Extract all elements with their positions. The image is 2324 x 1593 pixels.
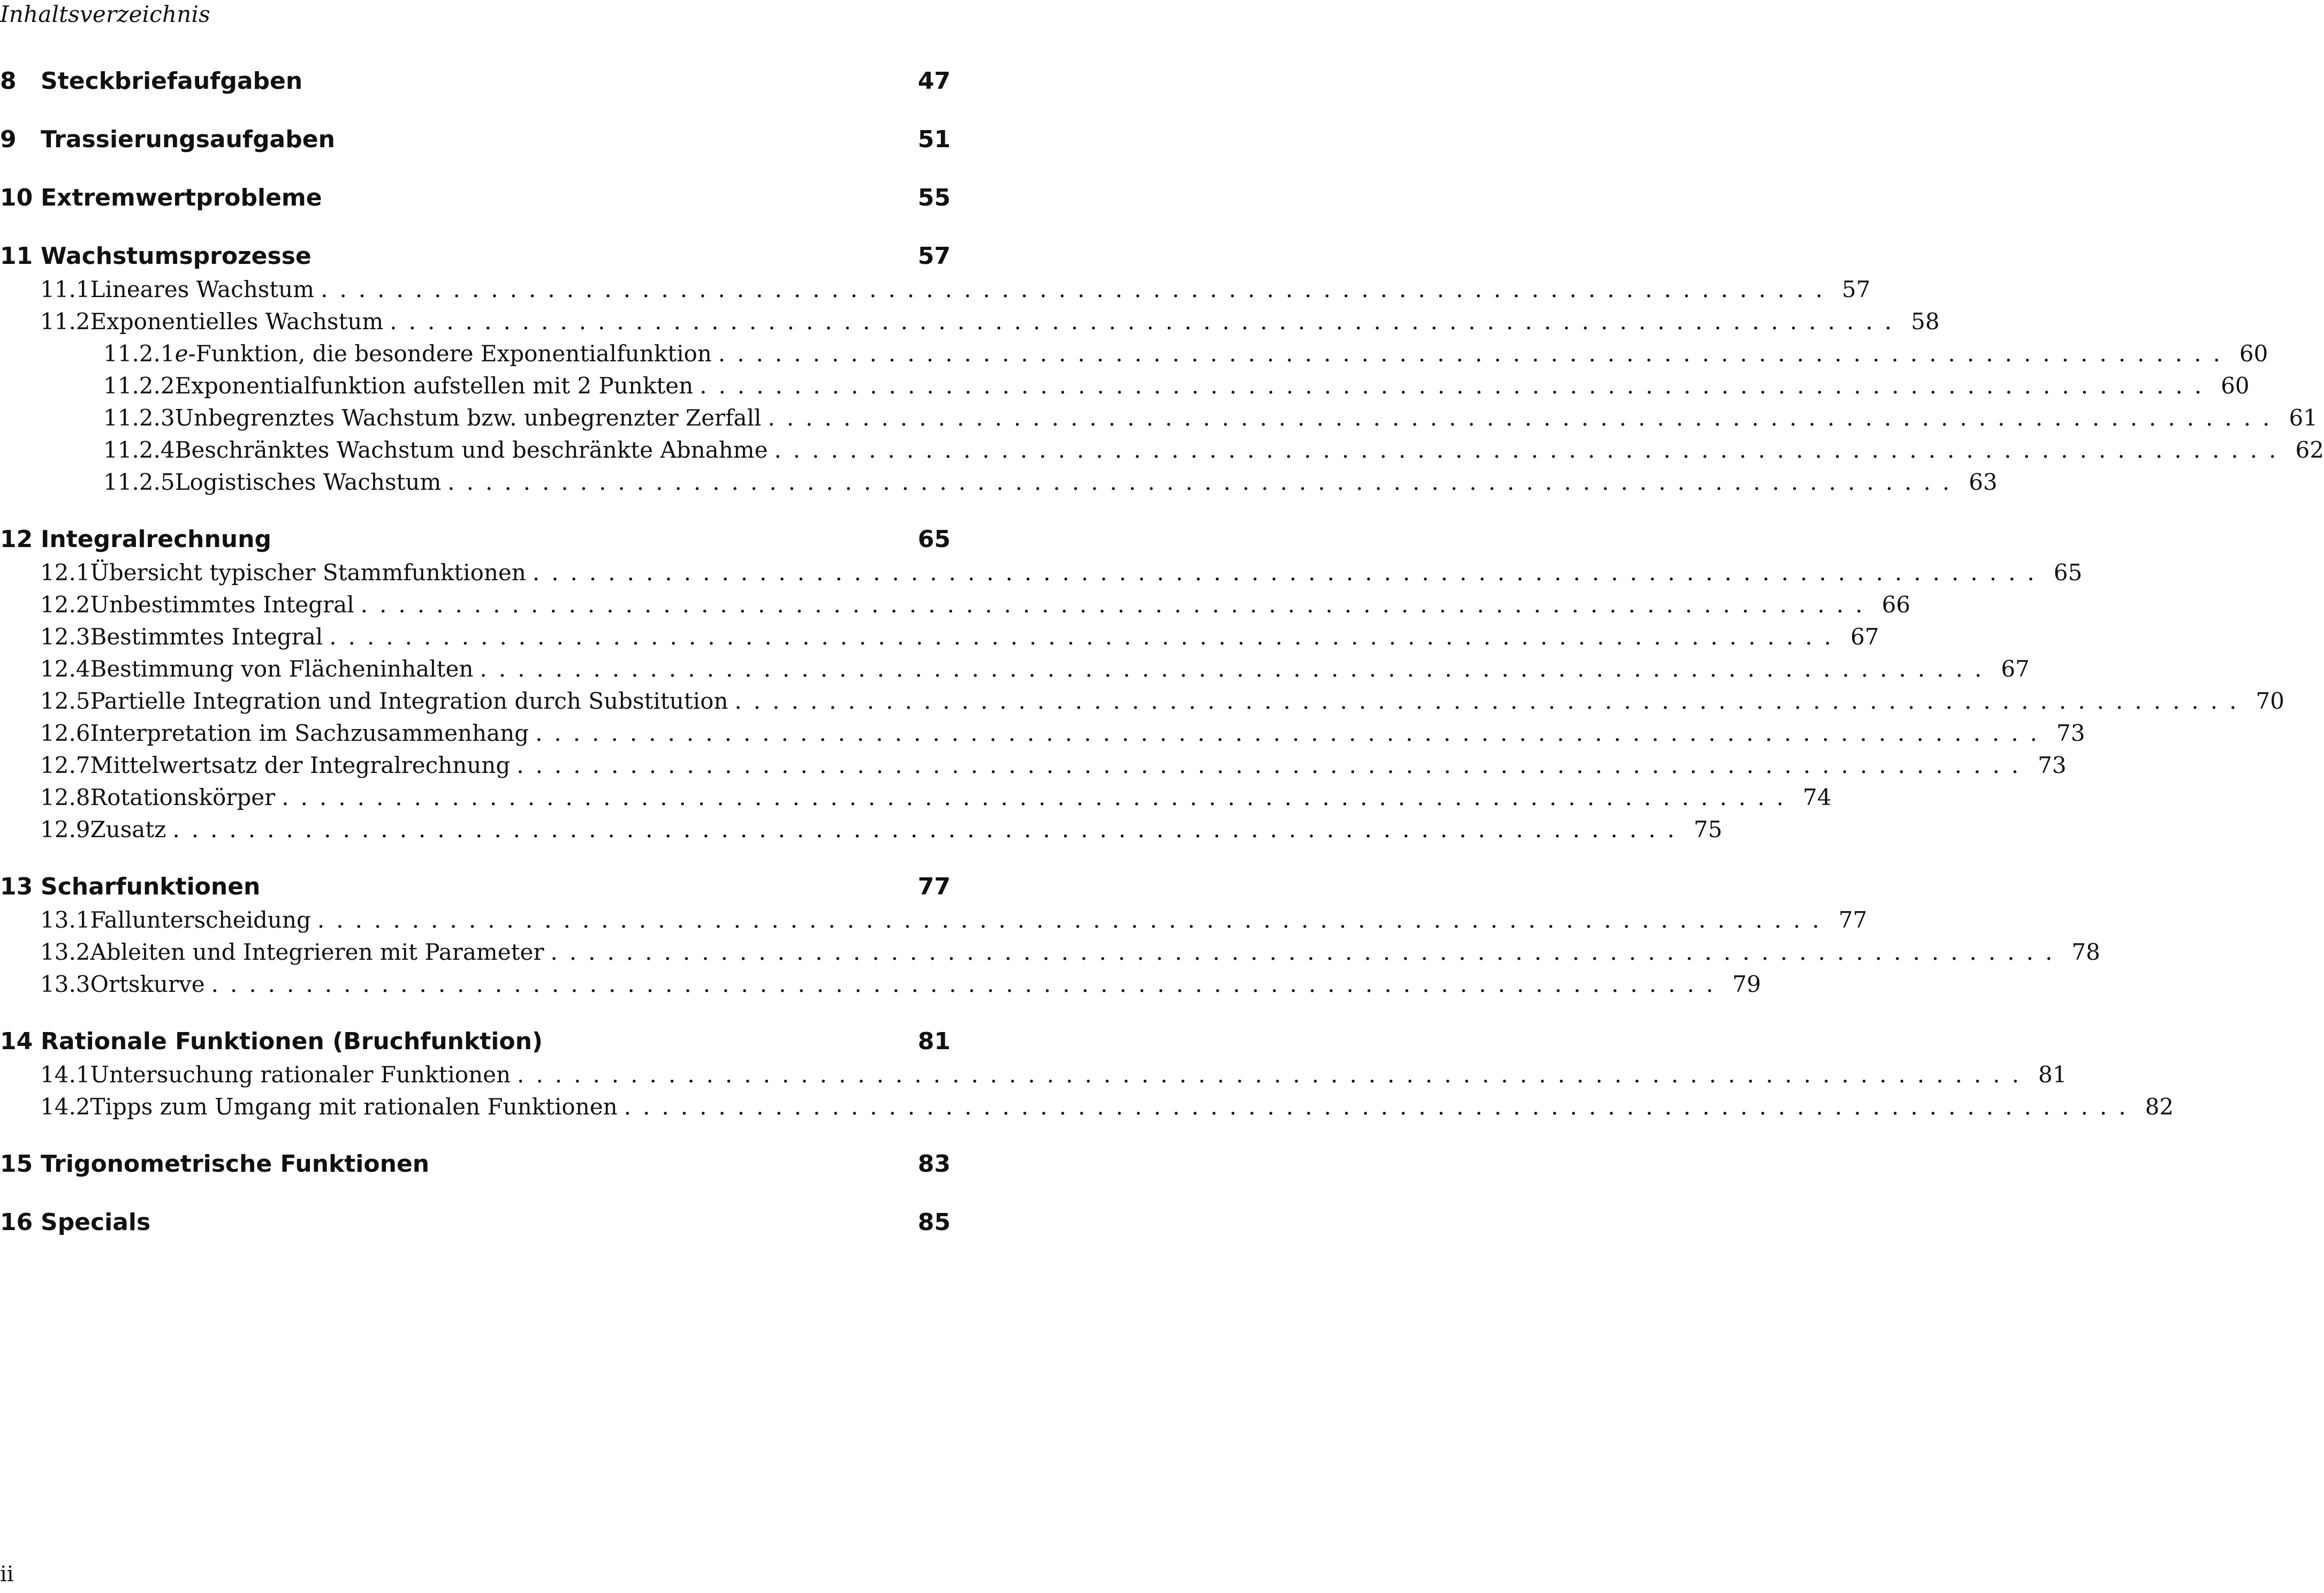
subsection-number: 11.2.4 (103, 437, 175, 463)
section-title: Partielle Integration und Integration durch Substitution (90, 688, 728, 714)
toc-subsection-11-2-5[interactable] (0, 466, 1998, 498)
section-title: Ableiten und Integrieren mit Parameter (90, 939, 544, 965)
toc-section-13-2[interactable] (0, 936, 2100, 968)
toc-section-12-7[interactable] (0, 749, 2067, 782)
toc-chapter-9[interactable] (0, 123, 951, 157)
toc-chapter-11[interactable] (0, 239, 951, 274)
subsection-page: 62 (2295, 437, 2324, 463)
section-page: 74 (1803, 784, 1832, 810)
chapter-number: 16 (0, 1209, 33, 1236)
section-title: Mittelwertsatz der Integralrechnung (90, 752, 511, 778)
section-number: 11.1 (40, 276, 90, 302)
chapter-page: 81 (917, 1028, 951, 1055)
dot-leader: ................................................................................ (390, 308, 1904, 335)
chapter-title: Steckbriefaufgaben (41, 67, 303, 95)
toc-chapter-15[interactable] (0, 1147, 951, 1181)
section-title: Ortskurve (90, 971, 205, 997)
chapter-title: Trassierungsaufgaben (41, 126, 335, 153)
page-number: ii (0, 1562, 14, 1587)
chapter-number: 10 (0, 184, 33, 211)
section-page: 57 (1842, 276, 1871, 302)
section-page: 77 (1838, 907, 1867, 933)
section-page: 67 (1850, 624, 1879, 650)
toc-chapter-14[interactable] (0, 1025, 951, 1059)
subsection-page: 61 (2289, 405, 2318, 431)
section-number: 13.3 (40, 971, 90, 997)
section-number: 11.2 (40, 308, 90, 335)
subsection-page: 60 (2221, 373, 2250, 399)
section-page: 67 (2001, 656, 2030, 682)
subsection-number: 11.2.5 (103, 469, 175, 495)
toc-subsection-11-2-2[interactable] (0, 370, 2250, 402)
section-title: Rotationskörper (90, 784, 276, 810)
section-page: 70 (2255, 688, 2284, 714)
toc-section-14-1[interactable] (0, 1059, 2067, 1091)
dot-leader: ................................................................................ (360, 591, 1874, 618)
section-number: 12.8 (40, 784, 90, 810)
toc-chapter-12[interactable] (0, 522, 951, 557)
toc-chapter-16[interactable] (0, 1205, 951, 1240)
toc-section-12-5[interactable] (0, 685, 2284, 717)
math-e: e (174, 340, 188, 367)
toc-subsection-11-2-3[interactable] (0, 402, 2318, 434)
toc-section-13-1[interactable] (0, 904, 1867, 936)
dot-leader: ................................................................................ (718, 340, 2232, 367)
section-number: 13.2 (40, 939, 90, 965)
chapter-page: 55 (917, 184, 951, 211)
section-page: 73 (2056, 720, 2085, 746)
dot-leader: ................................................................................ (774, 437, 2288, 463)
subsection-number: 11.2.1 (103, 340, 175, 367)
dot-leader: ................................................................................ (532, 559, 2046, 586)
section-number: 14.1 (40, 1061, 90, 1088)
chapter-page: 47 (917, 67, 951, 95)
section-number: 13.1 (40, 907, 90, 933)
toc-section-12-3[interactable] (0, 621, 1879, 653)
toc-chapter-8[interactable] (0, 64, 951, 98)
toc-section-13-3[interactable] (0, 968, 1761, 1000)
section-page: 78 (2071, 939, 2100, 965)
section-page: 79 (1732, 971, 1761, 997)
section-title: Tipps zum Umgang mit rationalen Funktionen (90, 1094, 618, 1120)
section-title: Fallunterscheidung (90, 907, 311, 933)
dot-leader: ................................................................................ (172, 816, 1687, 843)
section-title: Unbestimmtes Integral (90, 591, 354, 618)
chapter-number: 8 (0, 67, 17, 95)
subsection-page: 63 (1969, 469, 1998, 495)
section-page: 66 (1881, 591, 1911, 618)
subsection-title: Logistisches Wachstum (174, 469, 442, 495)
dot-leader: ................................................................................ (535, 720, 2049, 746)
section-page: 82 (2145, 1094, 2174, 1120)
section-title: Lineares Wachstum (90, 276, 315, 302)
chapter-title: Trigonometrische Funktionen (41, 1150, 430, 1178)
dot-leader: ................................................................................ (211, 971, 1725, 997)
chapter-number: 13 (0, 873, 33, 900)
chapter-number: 11 (0, 242, 33, 270)
section-number: 12.1 (40, 559, 90, 586)
chapter-title: Rationale Funktionen (Bruchfunktion) (41, 1028, 543, 1055)
section-number: 12.5 (40, 688, 90, 714)
chapter-number: 14 (0, 1028, 33, 1055)
subsection-title: Exponentialfunktion aufstellen mit 2 Punkten (174, 373, 694, 399)
dot-leader: ................................................................................ (321, 276, 1835, 302)
section-number: 12.2 (40, 591, 90, 618)
section-title: Bestimmung von Flächeninhalten (90, 656, 474, 682)
chapter-title: Specials (41, 1209, 151, 1236)
toc-chapter-10[interactable] (0, 181, 951, 215)
section-page: 75 (1693, 816, 1722, 843)
dot-leader: ................................................................................ (768, 405, 2282, 431)
section-number: 14.2 (40, 1094, 90, 1120)
toc-section-11-1[interactable] (0, 274, 1871, 306)
dot-leader: ................................................................................ (517, 752, 2031, 778)
running-head: Inhaltsverzeichnis (0, 1, 210, 27)
section-title: Interpretation im Sachzusammenhang (90, 720, 529, 746)
section-page: 81 (2038, 1061, 2067, 1088)
dot-leader: ................................................................................ (734, 688, 2249, 714)
section-number: 12.9 (40, 816, 90, 843)
section-page: 73 (2038, 752, 2067, 778)
dot-leader: ................................................................................ (550, 939, 2064, 965)
subsection-page: 60 (2239, 340, 2268, 367)
dot-leader: ................................................................................ (480, 656, 1994, 682)
section-title: Übersicht typischer Stammfunktionen (90, 559, 526, 586)
dot-leader: ................................................................................ (329, 624, 1843, 650)
dot-leader: ................................................................................ (700, 373, 2214, 399)
subsection-title (175, 338, 712, 370)
toc-subsection-11-2-4[interactable] (0, 434, 2324, 466)
chapter-page: 51 (917, 126, 951, 153)
subsection-title: Unbegrenztes Wachstum bzw. unbegrenzter Zerfall (174, 405, 762, 431)
section-title: Untersuchung rationaler Funktionen (90, 1061, 511, 1088)
dot-leader: ................................................................................ (447, 469, 1962, 495)
section-number: 12.6 (40, 720, 90, 746)
toc-subsection-11-2-1[interactable] (0, 338, 2268, 370)
subsection-title-text: -Funktion, die besondere Exponentialfunktion (188, 340, 712, 367)
dot-leader: ................................................................................ (317, 907, 1831, 933)
chapter-page: 57 (917, 242, 951, 270)
chapter-page: 85 (917, 1209, 951, 1236)
subsection-number: 11.2.3 (103, 405, 175, 431)
dot-leader: ................................................................................ (624, 1094, 2138, 1120)
toc-section-12-8[interactable] (0, 782, 1832, 814)
section-title: Zusatz (90, 816, 166, 843)
section-number: 12.7 (40, 752, 90, 778)
section-title: Exponentielles Wachstum (90, 308, 384, 335)
toc-section-12-1[interactable] (0, 557, 2083, 589)
section-page: 58 (1911, 308, 1940, 335)
chapter-number: 15 (0, 1150, 33, 1178)
toc-section-12-4[interactable] (0, 653, 2030, 685)
subsection-title: Beschränktes Wachstum und beschränkte Abnahme (174, 437, 768, 463)
toc-section-11-2[interactable] (0, 306, 1940, 338)
dot-leader: ................................................................................ (282, 784, 1796, 810)
chapter-title: Scharfunktionen (41, 873, 261, 900)
chapter-page: 77 (917, 873, 951, 900)
dot-leader: ................................................................................ (517, 1061, 2031, 1088)
section-page: 65 (2053, 559, 2083, 586)
chapter-number: 12 (0, 526, 33, 553)
toc-section-12-9[interactable] (0, 814, 1722, 846)
section-title: Bestimmtes Integral (90, 624, 323, 650)
toc-section-12-2[interactable] (0, 589, 1911, 621)
subsection-number: 11.2.2 (103, 373, 175, 399)
chapter-page: 65 (917, 526, 951, 553)
chapter-title: Wachstumsprozesse (41, 242, 312, 270)
table-of-contents (0, 64, 2324, 1240)
chapter-number: 9 (0, 126, 17, 153)
chapter-title: Extremwertprobleme (41, 184, 322, 211)
section-number: 12.3 (40, 624, 90, 650)
chapter-page: 83 (917, 1150, 951, 1178)
chapter-title: Integralrechnung (41, 526, 271, 553)
toc-section-14-2[interactable] (0, 1091, 2174, 1123)
toc-chapter-13[interactable] (0, 870, 951, 904)
toc-section-12-6[interactable] (0, 717, 2085, 749)
section-number: 12.4 (40, 656, 90, 682)
